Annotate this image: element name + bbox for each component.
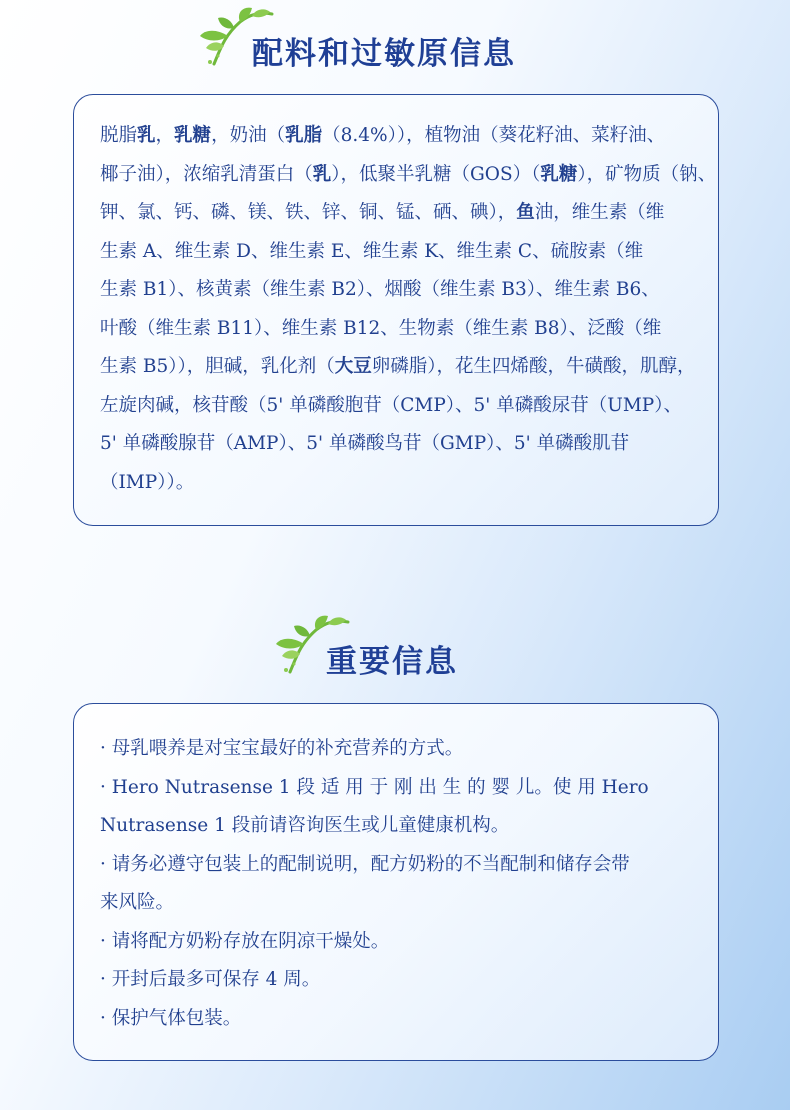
- ingredient-line: [100, 387, 692, 426]
- section-title: 配料和过敏原信息: [252, 36, 516, 72]
- ingredient-line: [100, 425, 692, 464]
- ingredient-text: ），矿物质（钠、: [577, 163, 717, 185]
- ingredient-line: [100, 271, 692, 310]
- ingredient-line: [100, 310, 692, 349]
- list-item: · 保护气体包装。: [100, 1007, 242, 1029]
- ingredient-text: ，: [155, 125, 175, 146]
- allergen-text: 乳: [137, 125, 156, 146]
- allergen-text: 鱼: [516, 202, 535, 223]
- allergen-text: 乳糖: [540, 163, 578, 185]
- ingredient-line: [100, 348, 696, 387]
- ingredient-text: 脱脂: [100, 125, 138, 146]
- list-item: · 请将配方奶粉存放在阴凉干燥处。: [100, 930, 390, 952]
- ingredient-text: 钾、氯、钙、磷、镁、铁、锌、铜、锰、硒、碘），: [100, 202, 517, 223]
- ingredient-text: 生素 B1）、核黄素（维生素 B2）、烟酸（维生素 B3）、维生素 B6、: [100, 279, 660, 300]
- allergen-text: 乳糖: [174, 125, 212, 146]
- list-item: · Hero Nutrasense 1 段 适 用 于 刚 出 生 的 婴 儿。使 用 Hero: [100, 776, 649, 798]
- ingredient-text: 5' 单磷酸腺苷（AMP）、5' 单磷酸鸟苷（GMP）、5' 单磷酸肌苷: [100, 433, 630, 454]
- allergen-text: 乳脂: [285, 125, 323, 146]
- ingredient-text: ），低聚半乳糖（GOS）（: [331, 163, 541, 185]
- ingredient-text: 椰子油），浓缩乳清蛋白（: [100, 163, 313, 185]
- ingredient-text: （8.4%）），植物油（葵花籽油、菜籽油、: [322, 125, 666, 146]
- ingredient-text: 油，维生素（维: [534, 202, 665, 223]
- ingredients-card: [73, 94, 719, 526]
- ingredient-line: [100, 194, 692, 233]
- ingredient-text: （IMP））。: [100, 471, 195, 493]
- ingredient-line: [100, 233, 692, 272]
- list-item: Nutrasense 1 段前请咨询医生或儿童健康机构。: [100, 815, 510, 836]
- section-title: 重要信息: [326, 644, 458, 680]
- ingredient-line: [100, 156, 717, 195]
- ingredient-text: 左旋肉碱，核苷酸（5' 单磷酸胞苷（CMP）、5' 单磷酸尿苷（UMP）、: [100, 394, 683, 416]
- ingredient-text: 生素 A、维生素 D、维生素 E、维生素 K、维生素 C、硫胺素（维: [100, 240, 644, 262]
- ingredient-text: 生素 B5）），胆碱，乳化剂（: [100, 356, 335, 377]
- list-item: 来风险。: [100, 892, 175, 913]
- ingredient-text: 叶酸（维生素 B11）、维生素 B12、生物素（维生素 B8）、泛酸（维: [100, 317, 662, 339]
- section-heading-ingredients: [0, 6, 790, 76]
- ingredient-line: [100, 117, 692, 156]
- ingredient-text: ，奶油（: [211, 125, 286, 146]
- important-info-card: [73, 703, 719, 1061]
- list-item: · 请务必遵守包装上的配制说明，配方奶粉的不当配制和储存会带: [100, 853, 630, 875]
- allergen-text: 乳: [312, 163, 332, 185]
- section-heading-important: [0, 614, 790, 684]
- list-item: · 母乳喂养是对宝宝最好的补充营养的方式。: [100, 738, 464, 759]
- important-info-list: [100, 730, 692, 1038]
- ingredient-text: 卵磷脂），花生四烯酸，牛磺酸，肌醇，: [371, 356, 696, 377]
- ingredients-text: [100, 117, 717, 502]
- list-item: · 开封后最多可保存 4 周。: [100, 969, 321, 990]
- allergen-text: 大豆: [334, 356, 372, 377]
- ingredient-line: [100, 464, 692, 503]
